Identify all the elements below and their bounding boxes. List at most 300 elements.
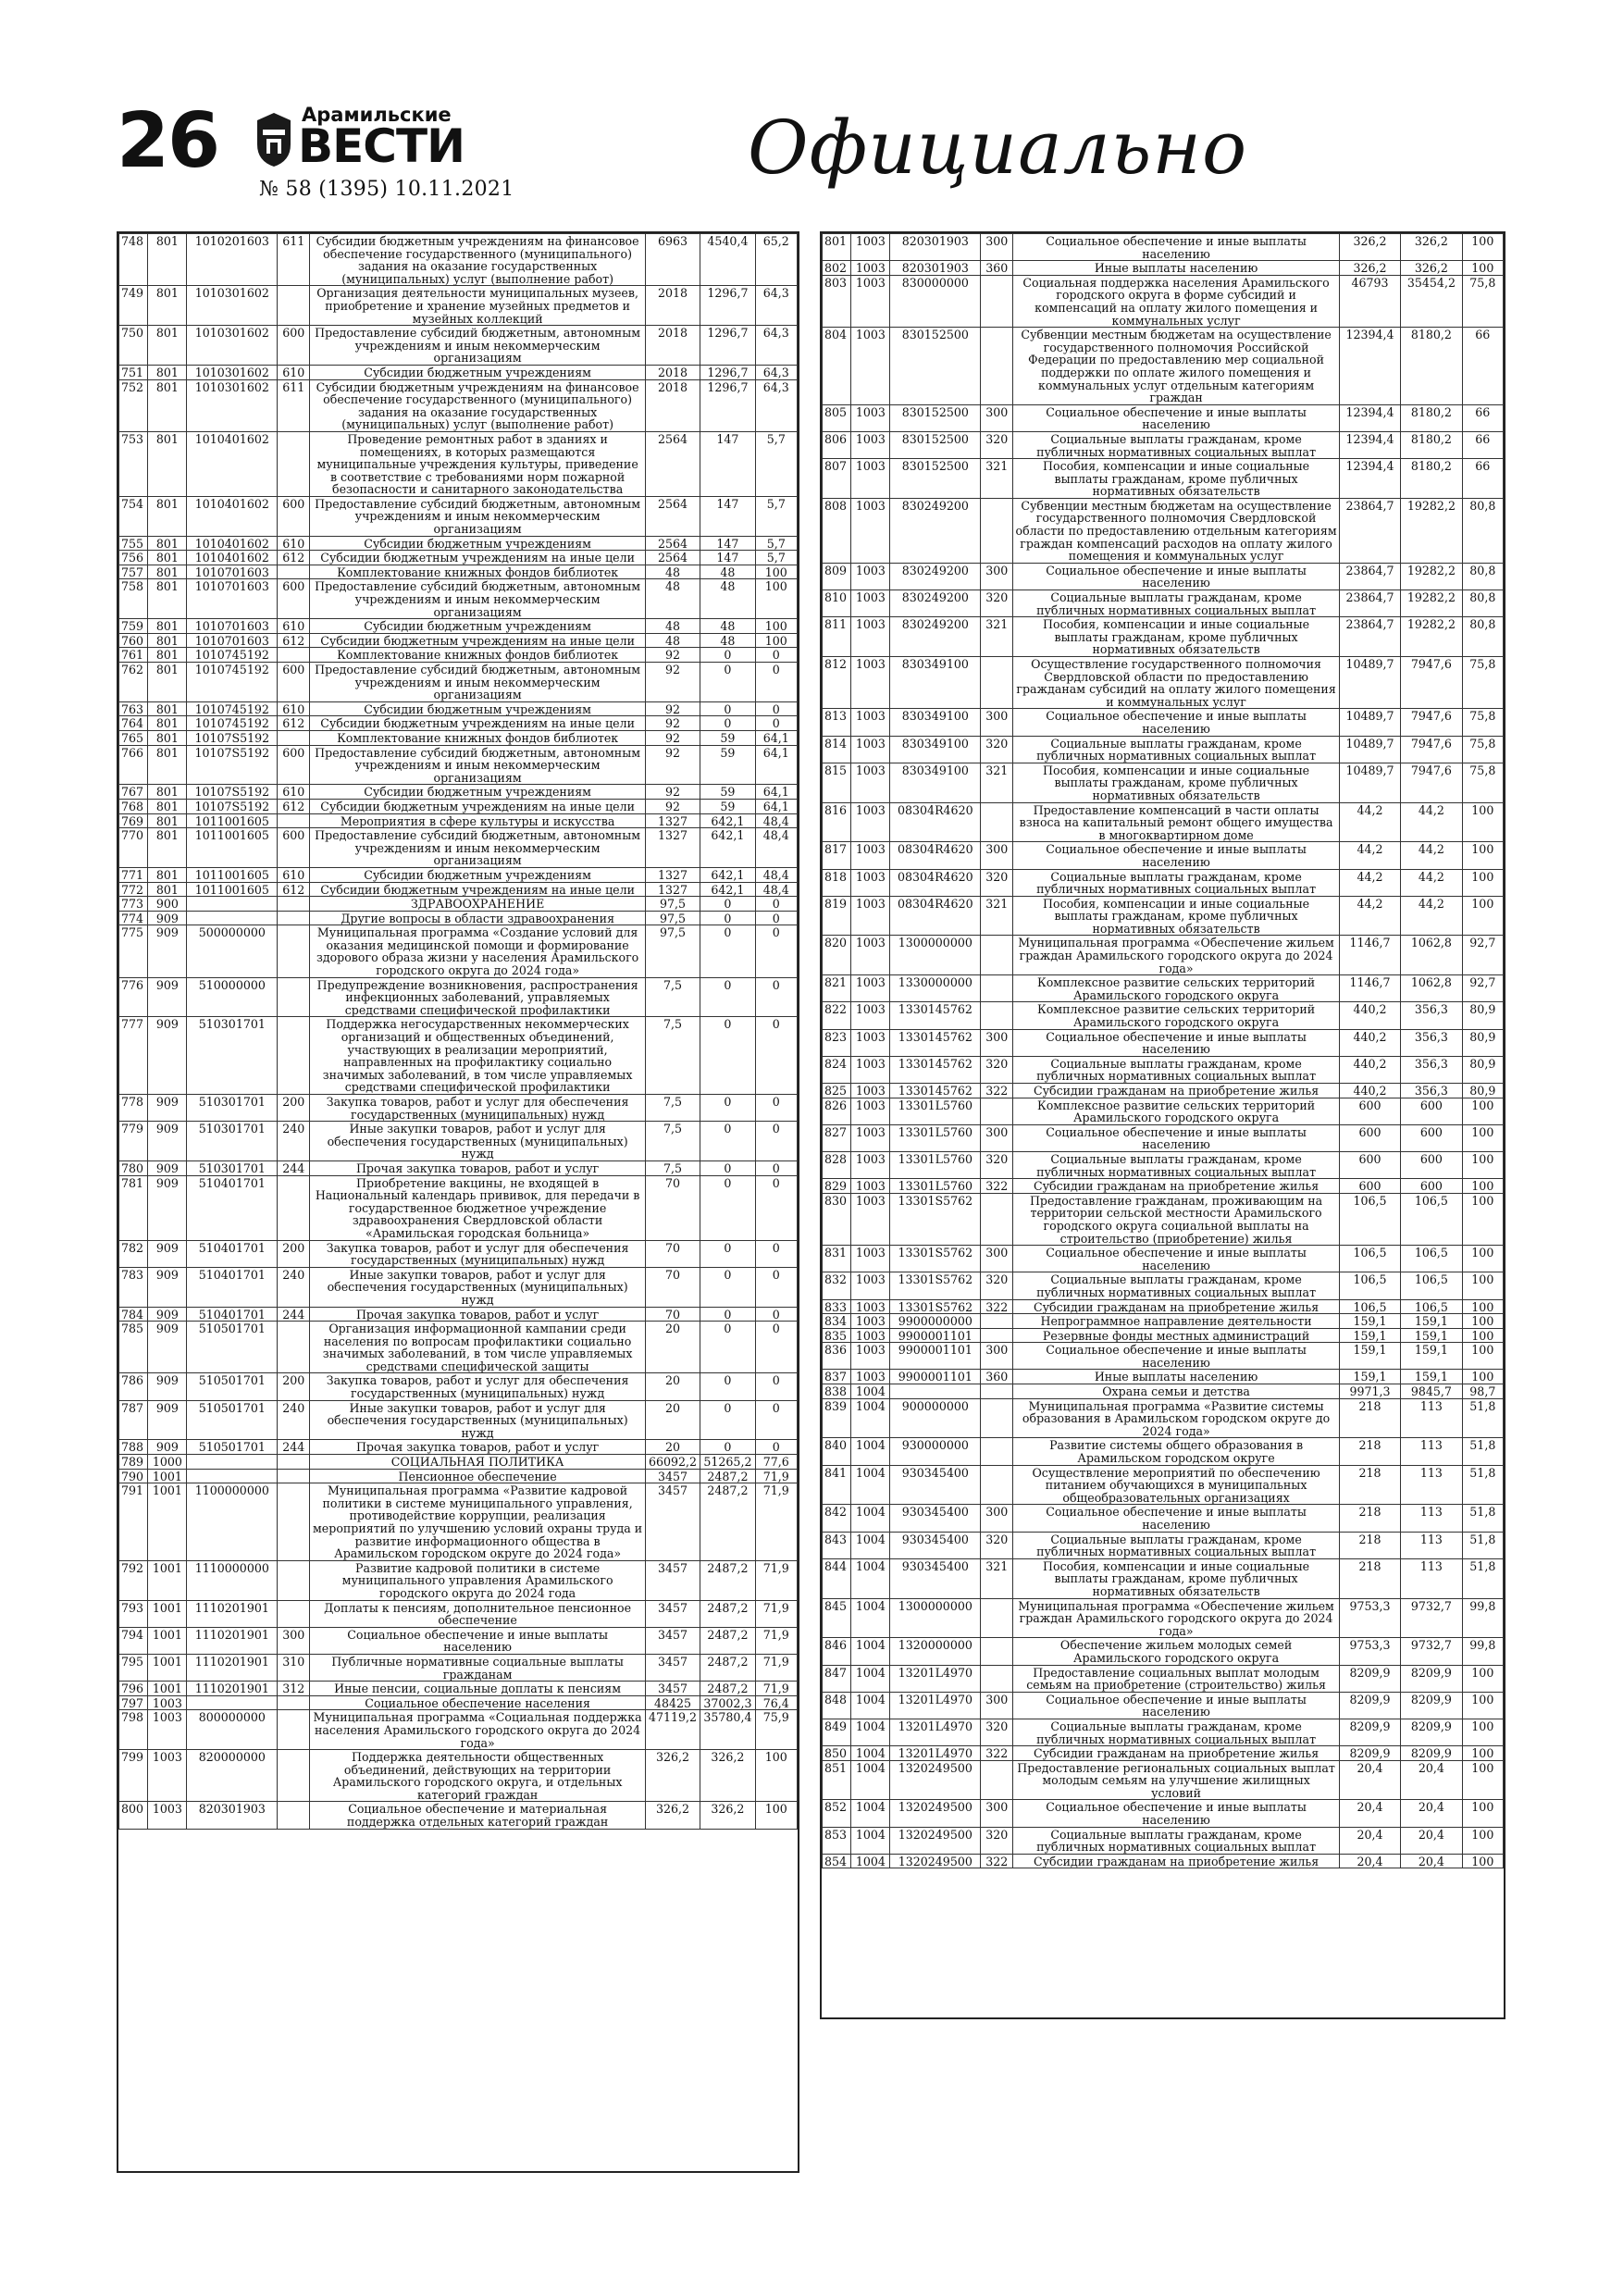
executed-amount-cell: 106,5 [1401,1246,1462,1272]
table-row [119,1455,798,1470]
planned-amount-cell: 326,2 [1339,261,1400,276]
row-number-cell: 774 [119,911,148,925]
section-code-cell: 1004 [851,1558,890,1598]
planned-amount-cell: 12394,4 [1339,404,1400,431]
table-row [119,1560,798,1600]
item-name-cell: Социальное обеспечение и иные выплаты населению [1013,1246,1339,1272]
executed-amount-cell: 642,1 [700,813,755,828]
executed-amount-cell: 0 [700,977,755,1017]
item-name-cell: Доплаты к пенсиям, дополнительное пенсионное обеспечение [310,1600,645,1627]
section-code-cell: 1003 [851,234,890,261]
percent-cell: 71,9 [755,1469,797,1483]
expense-type-cell: 320 [981,1272,1013,1299]
section-code-cell: 1003 [851,1299,890,1314]
section-code-cell: 801 [148,234,187,286]
row-number-cell: 789 [119,1455,148,1470]
percent-cell: 64,1 [755,745,797,785]
row-number-cell: 803 [823,275,851,327]
section-code-cell: 801 [148,633,187,648]
section-code-cell: 801 [148,496,187,536]
percent-cell: 71,9 [755,1483,797,1561]
executed-amount-cell: 8209,9 [1401,1719,1462,1745]
planned-amount-cell: 7,5 [645,1095,700,1122]
item-name-cell: Пособия, компенсации и иные социальные выплаты гражданам, кроме публичных нормативных обязательств [1013,617,1339,657]
table-row [823,1719,1504,1745]
item-name-cell: Субсидии бюджетным учреждениям [310,536,645,551]
table-row [823,802,1504,842]
table-row [119,1240,798,1267]
percent-cell: 100 [755,619,797,634]
item-name-cell: Предоставление субсидий бюджетным, автономным учреждениям и иным некоммерческим организациям [310,326,645,366]
row-number-cell: 763 [119,701,148,716]
row-number-cell: 828 [823,1151,851,1178]
planned-amount-cell: 106,5 [1339,1299,1400,1314]
item-name-cell: Комплектование книжных фондов библиотек [310,730,645,745]
item-name-cell: Социальные выплаты гражданам, кроме публичных нормативных социальных выплат [1013,869,1339,896]
row-number-cell: 802 [823,261,851,276]
target-article-cell: 820301903 [890,261,981,276]
planned-amount-cell: 218 [1339,1532,1400,1558]
item-name-cell: Поддержка негосударственных некоммерческих организаций и общественных объединений, участвующих в реализации мероприятий, направленных на профилактику социально значимых заболеваний, в том числе управляемых средствами специфической профилактики [310,1017,645,1095]
item-name-cell: Социальные выплаты гражданам, кроме публичных нормативных социальных выплат [1013,1827,1339,1854]
percent-cell: 100 [1462,1692,1503,1719]
executed-amount-cell: 1296,7 [700,326,755,366]
row-number-cell: 764 [119,716,148,731]
planned-amount-cell: 440,2 [1339,1056,1400,1083]
item-name-cell: Социальные выплаты гражданам, кроме публичных нормативных социальных выплат [1013,431,1339,458]
planned-amount-cell: 44,2 [1339,869,1400,896]
table-row [823,1314,1504,1329]
percent-cell: 5,7 [755,551,797,565]
executed-amount-cell: 0 [700,663,755,702]
target-article-cell: 13301S5762 [890,1193,981,1245]
row-number-cell: 778 [119,1095,148,1122]
planned-amount-cell: 48 [645,579,700,619]
target-article-cell: 1010401602 [187,496,278,536]
section-code-cell: 1004 [851,1638,890,1665]
expense-type-cell: 322 [981,1179,1013,1194]
section-code-cell: 801 [148,813,187,828]
executed-amount-cell: 1062,8 [1401,975,1462,1002]
percent-cell: 92,7 [1462,936,1503,975]
executed-amount-cell: 19282,2 [1401,498,1462,563]
section-code-cell: 909 [148,925,187,977]
executed-amount-cell: 7947,6 [1401,736,1462,763]
item-name-cell: Прочая закупка товаров, работ и услуг [310,1307,645,1322]
planned-amount-cell: 600 [1339,1151,1400,1178]
executed-amount-cell: 106,5 [1401,1272,1462,1299]
percent-cell: 0 [755,1095,797,1122]
planned-amount-cell: 1327 [645,882,700,897]
target-article-cell: 830152500 [890,431,981,458]
expense-type-cell: 312 [278,1682,310,1696]
table-row [823,617,1504,657]
section-code-cell: 909 [148,1122,187,1161]
percent-cell: 64,1 [755,799,797,813]
planned-amount-cell: 20 [645,1373,700,1400]
target-article-cell: 510301701 [187,1160,278,1175]
table-row [119,1627,798,1654]
item-name-cell: Пособия, компенсации и иные социальные выплаты гражданам, кроме публичных нормативных обязательств [1013,459,1339,499]
executed-amount-cell: 2487,2 [700,1469,755,1483]
section-code-cell: 1001 [148,1600,187,1627]
planned-amount-cell: 159,1 [1339,1343,1400,1370]
percent-cell: 51,8 [1462,1438,1503,1465]
section-code-cell: 1003 [851,1056,890,1083]
percent-cell: 64,3 [755,326,797,366]
item-name-cell: Иные закупки товаров, работ и услуг для обеспечения государственных (муниципальных) нужд [310,1400,645,1440]
target-article-cell: 510301701 [187,1122,278,1161]
target-article-cell: 510301701 [187,1017,278,1095]
executed-amount-cell: 37002,3 [700,1695,755,1710]
expense-type-cell: 300 [981,563,1013,590]
expense-type-cell: 610 [278,785,310,800]
row-number-cell: 787 [119,1400,148,1440]
table-row [119,1802,798,1829]
planned-amount-cell: 3457 [645,1654,700,1681]
table-row [823,328,1504,405]
item-name-cell: Социальное обеспечение и иные выплаты населению [1013,709,1339,736]
target-article-cell: 1011001605 [187,828,278,868]
table-row [823,1827,1504,1854]
executed-amount-cell: 7947,6 [1401,763,1462,802]
planned-amount-cell: 92 [645,785,700,800]
item-name-cell: Социальное обеспечение и иные выплаты населению [1013,1505,1339,1532]
planned-amount-cell: 8209,9 [1339,1665,1400,1692]
planned-amount-cell: 20,4 [1339,1800,1400,1827]
section-code-cell: 1004 [851,1800,890,1827]
table-row [119,730,798,745]
expense-type-cell: 300 [981,1029,1013,1056]
row-number-cell: 751 [119,365,148,379]
section-code-cell: 1001 [148,1627,187,1654]
item-name-cell: Резервные фонды местных администраций [1013,1328,1339,1343]
row-number-cell: 798 [119,1710,148,1750]
executed-amount-cell: 9845,7 [1401,1384,1462,1399]
section-code-cell: 909 [148,1175,187,1240]
planned-amount-cell: 12394,4 [1339,328,1400,405]
item-name-cell: Муниципальная программа «Создание условий для оказания медицинской помощи и формирование здорового образа жизни у населения Арамильского городского округа до 2024 года» [310,925,645,977]
section-code-cell: 1003 [851,1272,890,1299]
executed-amount-cell: 44,2 [1401,869,1462,896]
target-article-cell: 830152500 [890,459,981,499]
section-code-cell: 801 [148,286,187,326]
item-name-cell: Субсидии бюджетным учреждениям на финансовое обеспечение государственного (муниципального) задания на оказание государственных (муниципальных) услуг (выполнение работ) [310,379,645,431]
planned-amount-cell: 7,5 [645,1017,700,1095]
target-article-cell [187,897,278,912]
percent-cell: 100 [1462,261,1503,276]
executed-amount-cell: 35454,2 [1401,275,1462,327]
expense-type-cell: 321 [981,1558,1013,1598]
executed-amount-cell: 19282,2 [1401,617,1462,657]
section-code-cell: 909 [148,1307,187,1322]
planned-amount-cell: 20,4 [1339,1827,1400,1854]
expense-type-cell: 300 [981,1124,1013,1151]
row-number-cell: 845 [823,1598,851,1638]
target-article-cell: 10107S5192 [187,745,278,785]
expense-type-cell: 610 [278,619,310,634]
table-row [119,1322,798,1373]
table-row [119,286,798,326]
table-row [119,551,798,565]
row-number-cell: 771 [119,867,148,882]
row-number-cell: 833 [823,1299,851,1314]
section-code-cell: 1003 [851,1246,890,1272]
expense-type-cell: 321 [981,763,1013,802]
item-name-cell: Закупка товаров, работ и услуг для обеспечения государственных (муниципальных) нужд [310,1373,645,1400]
executed-amount-cell: 113 [1401,1438,1462,1465]
row-number-cell: 841 [823,1465,851,1505]
executed-amount-cell: 20,4 [1401,1760,1462,1800]
table-row [823,1800,1504,1827]
expense-type-cell: 320 [981,1719,1013,1745]
row-number-cell: 813 [823,709,851,736]
section-code-cell: 1003 [851,563,890,590]
row-number-cell: 792 [119,1560,148,1600]
row-number-cell: 780 [119,1160,148,1175]
table-row [823,590,1504,617]
executed-amount-cell: 44,2 [1401,842,1462,869]
executed-amount-cell: 19282,2 [1401,590,1462,617]
executed-amount-cell: 0 [700,1095,755,1122]
item-name-cell: Социальное обеспечение и иные выплаты населению [1013,563,1339,590]
expense-type-cell: 600 [278,326,310,366]
table-row [119,1600,798,1627]
executed-amount-cell: 106,5 [1401,1299,1462,1314]
expense-type-cell: 320 [981,1151,1013,1178]
section-code-cell: 1003 [851,261,890,276]
expense-type-cell [981,975,1013,1002]
section-code-cell: 801 [148,431,187,496]
target-article-cell: 820301903 [187,1802,278,1829]
planned-amount-cell: 70 [645,1307,700,1322]
item-name-cell: Проведение ремонтных работ в зданиях и помещениях, в которых размещаются муниципальные учреждения культуры, приведение в соответствие с требованиями норм пожарной безопасности и санитарного законодательства [310,431,645,496]
row-number-cell: 834 [823,1314,851,1329]
percent-cell: 64,1 [755,785,797,800]
percent-cell: 99,8 [1462,1598,1503,1638]
percent-cell: 0 [755,663,797,702]
target-article-cell: 13301S5762 [890,1272,981,1299]
row-number-cell: 801 [823,234,851,261]
table-row [119,565,798,579]
row-number-cell: 758 [119,579,148,619]
row-number-cell: 842 [823,1505,851,1532]
table-row [823,563,1504,590]
target-article-cell: 930345400 [890,1465,981,1505]
item-name-cell: Субсидии гражданам на приобретение жилья [1013,1854,1339,1868]
target-article-cell: 830349100 [890,763,981,802]
expense-type-cell: 300 [981,1246,1013,1272]
percent-cell: 100 [1462,1800,1503,1827]
target-article-cell: 830000000 [890,275,981,327]
table-row [119,1122,798,1161]
planned-amount-cell: 2564 [645,431,700,496]
table-row [823,1056,1504,1083]
target-article-cell: 510401701 [187,1240,278,1267]
planned-amount-cell: 8209,9 [1339,1719,1400,1745]
planned-amount-cell: 92 [645,701,700,716]
expense-type-cell: 300 [981,1692,1013,1719]
target-article-cell: 830249200 [890,498,981,563]
table-row [823,1124,1504,1151]
item-name-cell: Муниципальная программа «Развитие системы образования в Арамильском городском округе до 2024 года» [1013,1398,1339,1438]
section-code-cell: 900 [148,897,187,912]
expense-type-cell [278,565,310,579]
target-article-cell: 13301L5760 [890,1098,981,1124]
executed-amount-cell: 8209,9 [1401,1692,1462,1719]
item-name-cell: Прочая закупка товаров, работ и услуг [310,1160,645,1175]
target-article-cell: 830349100 [890,736,981,763]
planned-amount-cell: 159,1 [1339,1328,1400,1343]
percent-cell: 0 [755,1017,797,1095]
target-article-cell: 10107S5192 [187,799,278,813]
table-row [823,431,1504,458]
expense-type-cell [981,1638,1013,1665]
section-code-cell: 1003 [851,1314,890,1329]
percent-cell: 75,8 [1462,657,1503,709]
table-row [823,1328,1504,1343]
row-number-cell: 796 [119,1682,148,1696]
row-number-cell: 848 [823,1692,851,1719]
row-number-cell: 819 [823,896,851,936]
percent-cell: 71,9 [755,1682,797,1696]
section-code-cell: 1003 [851,1151,890,1178]
section-code-cell: 1004 [851,1532,890,1558]
planned-amount-cell: 218 [1339,1438,1400,1465]
percent-cell: 80,8 [1462,617,1503,657]
target-article-cell [187,1455,278,1470]
expense-type-cell: 300 [981,709,1013,736]
section-code-cell: 1001 [148,1682,187,1696]
table-row [823,975,1504,1002]
row-number-cell: 808 [823,498,851,563]
executed-amount-cell: 642,1 [700,828,755,868]
executed-amount-cell: 0 [700,1400,755,1440]
item-name-cell: Субсидии гражданам на приобретение жилья [1013,1299,1339,1314]
executed-amount-cell: 326,2 [1401,234,1462,261]
table-row [823,1532,1504,1558]
table-row [823,1246,1504,1272]
target-article-cell: 1320249500 [890,1854,981,1868]
section-code-cell: 801 [148,867,187,882]
target-article-cell: 10107S5192 [187,785,278,800]
expense-type-cell [981,328,1013,405]
percent-cell: 100 [1462,896,1503,936]
target-article-cell: 510401701 [187,1307,278,1322]
executed-amount-cell: 8180,2 [1401,431,1462,458]
executed-amount-cell: 20,4 [1401,1800,1462,1827]
section-code-cell: 1003 [851,763,890,802]
section-code-cell: 801 [148,745,187,785]
section-code-cell: 801 [148,799,187,813]
item-name-cell: Субсидии гражданам на приобретение жилья [1013,1746,1339,1761]
executed-amount-cell: 2487,2 [700,1483,755,1561]
planned-amount-cell: 66092,2 [645,1455,700,1470]
item-name-cell: Социальные выплаты гражданам, кроме публичных нормативных социальных выплат [1013,1151,1339,1178]
row-number-cell: 844 [823,1558,851,1598]
executed-amount-cell: 48 [700,565,755,579]
item-name-cell: Другие вопросы в области здравоохранения [310,911,645,925]
item-name-cell: Предоставление субсидий бюджетным, автономным учреждениям и иным некоммерческим организациям [310,496,645,536]
table-row [119,1469,798,1483]
executed-amount-cell: 356,3 [1401,1029,1462,1056]
row-number-cell: 810 [823,590,851,617]
target-article-cell: 510501701 [187,1373,278,1400]
percent-cell: 75,9 [755,1710,797,1750]
item-name-cell: Субсидии бюджетным учреждениям [310,365,645,379]
executed-amount-cell: 9732,7 [1401,1638,1462,1665]
executed-amount-cell: 59 [700,730,755,745]
target-article-cell: 1010745192 [187,648,278,663]
executed-amount-cell: 147 [700,536,755,551]
percent-cell: 100 [1462,1193,1503,1245]
percent-cell: 0 [755,897,797,912]
planned-amount-cell: 70 [645,1175,700,1240]
target-article-cell: 1330145762 [890,1056,981,1083]
item-name-cell: Публичные нормативные социальные выплаты гражданам [310,1654,645,1681]
item-name-cell: Социальное обеспечение и иные выплаты населению [1013,1800,1339,1827]
planned-amount-cell: 46793 [1339,275,1400,327]
target-article-cell: 510000000 [187,977,278,1017]
item-name-cell: Социальные выплаты гражданам, кроме публичных нормативных социальных выплат [1013,1056,1339,1083]
section-code-cell: 801 [148,326,187,366]
section-code-cell: 1003 [851,1098,890,1124]
executed-amount-cell: 113 [1401,1532,1462,1558]
expense-type-cell [278,286,310,326]
row-number-cell: 822 [823,1002,851,1029]
table-row [119,785,798,800]
target-article-cell: 13301S5762 [890,1246,981,1272]
executed-amount-cell: 48 [700,579,755,619]
row-number-cell: 770 [119,828,148,868]
target-article-cell: 1010701603 [187,619,278,634]
row-number-cell: 754 [119,496,148,536]
executed-amount-cell: 2487,2 [700,1560,755,1600]
planned-amount-cell: 23864,7 [1339,590,1400,617]
section-code-cell: 1003 [851,736,890,763]
table-row [823,869,1504,896]
row-number-cell: 853 [823,1827,851,1854]
table-row [823,842,1504,869]
table-row [119,579,798,619]
target-article-cell: 1010401602 [187,551,278,565]
row-number-cell: 781 [119,1175,148,1240]
target-article-cell: 13201L4970 [890,1665,981,1692]
target-article-cell: 08304R4620 [890,842,981,869]
row-number-cell: 817 [823,842,851,869]
row-number-cell: 755 [119,536,148,551]
section-code-cell: 1003 [851,431,890,458]
planned-amount-cell: 97,5 [645,897,700,912]
percent-cell: 0 [755,1267,797,1307]
executed-amount-cell: 0 [700,1122,755,1161]
planned-amount-cell: 47119,2 [645,1710,700,1750]
expense-type-cell [981,1438,1013,1465]
executed-amount-cell: 0 [700,648,755,663]
table-row [823,1084,1504,1098]
item-name-cell: Предупреждение возникновения, распространения инфекционных заболеваний, управляемых средствами специфической профилактики [310,977,645,1017]
item-name-cell: Муниципальная программа «Обеспечение жильем граждан Арамильского городского округа до 2024 года» [1013,1598,1339,1638]
expense-type-cell: 612 [278,633,310,648]
expense-type-cell [981,1760,1013,1800]
planned-amount-cell: 44,2 [1339,802,1400,842]
executed-amount-cell: 48 [700,633,755,648]
target-article-cell: 1300000000 [890,1598,981,1638]
section-code-cell: 1003 [851,896,890,936]
target-article-cell: 1300000000 [890,936,981,975]
percent-cell: 100 [755,633,797,648]
row-number-cell: 756 [119,551,148,565]
